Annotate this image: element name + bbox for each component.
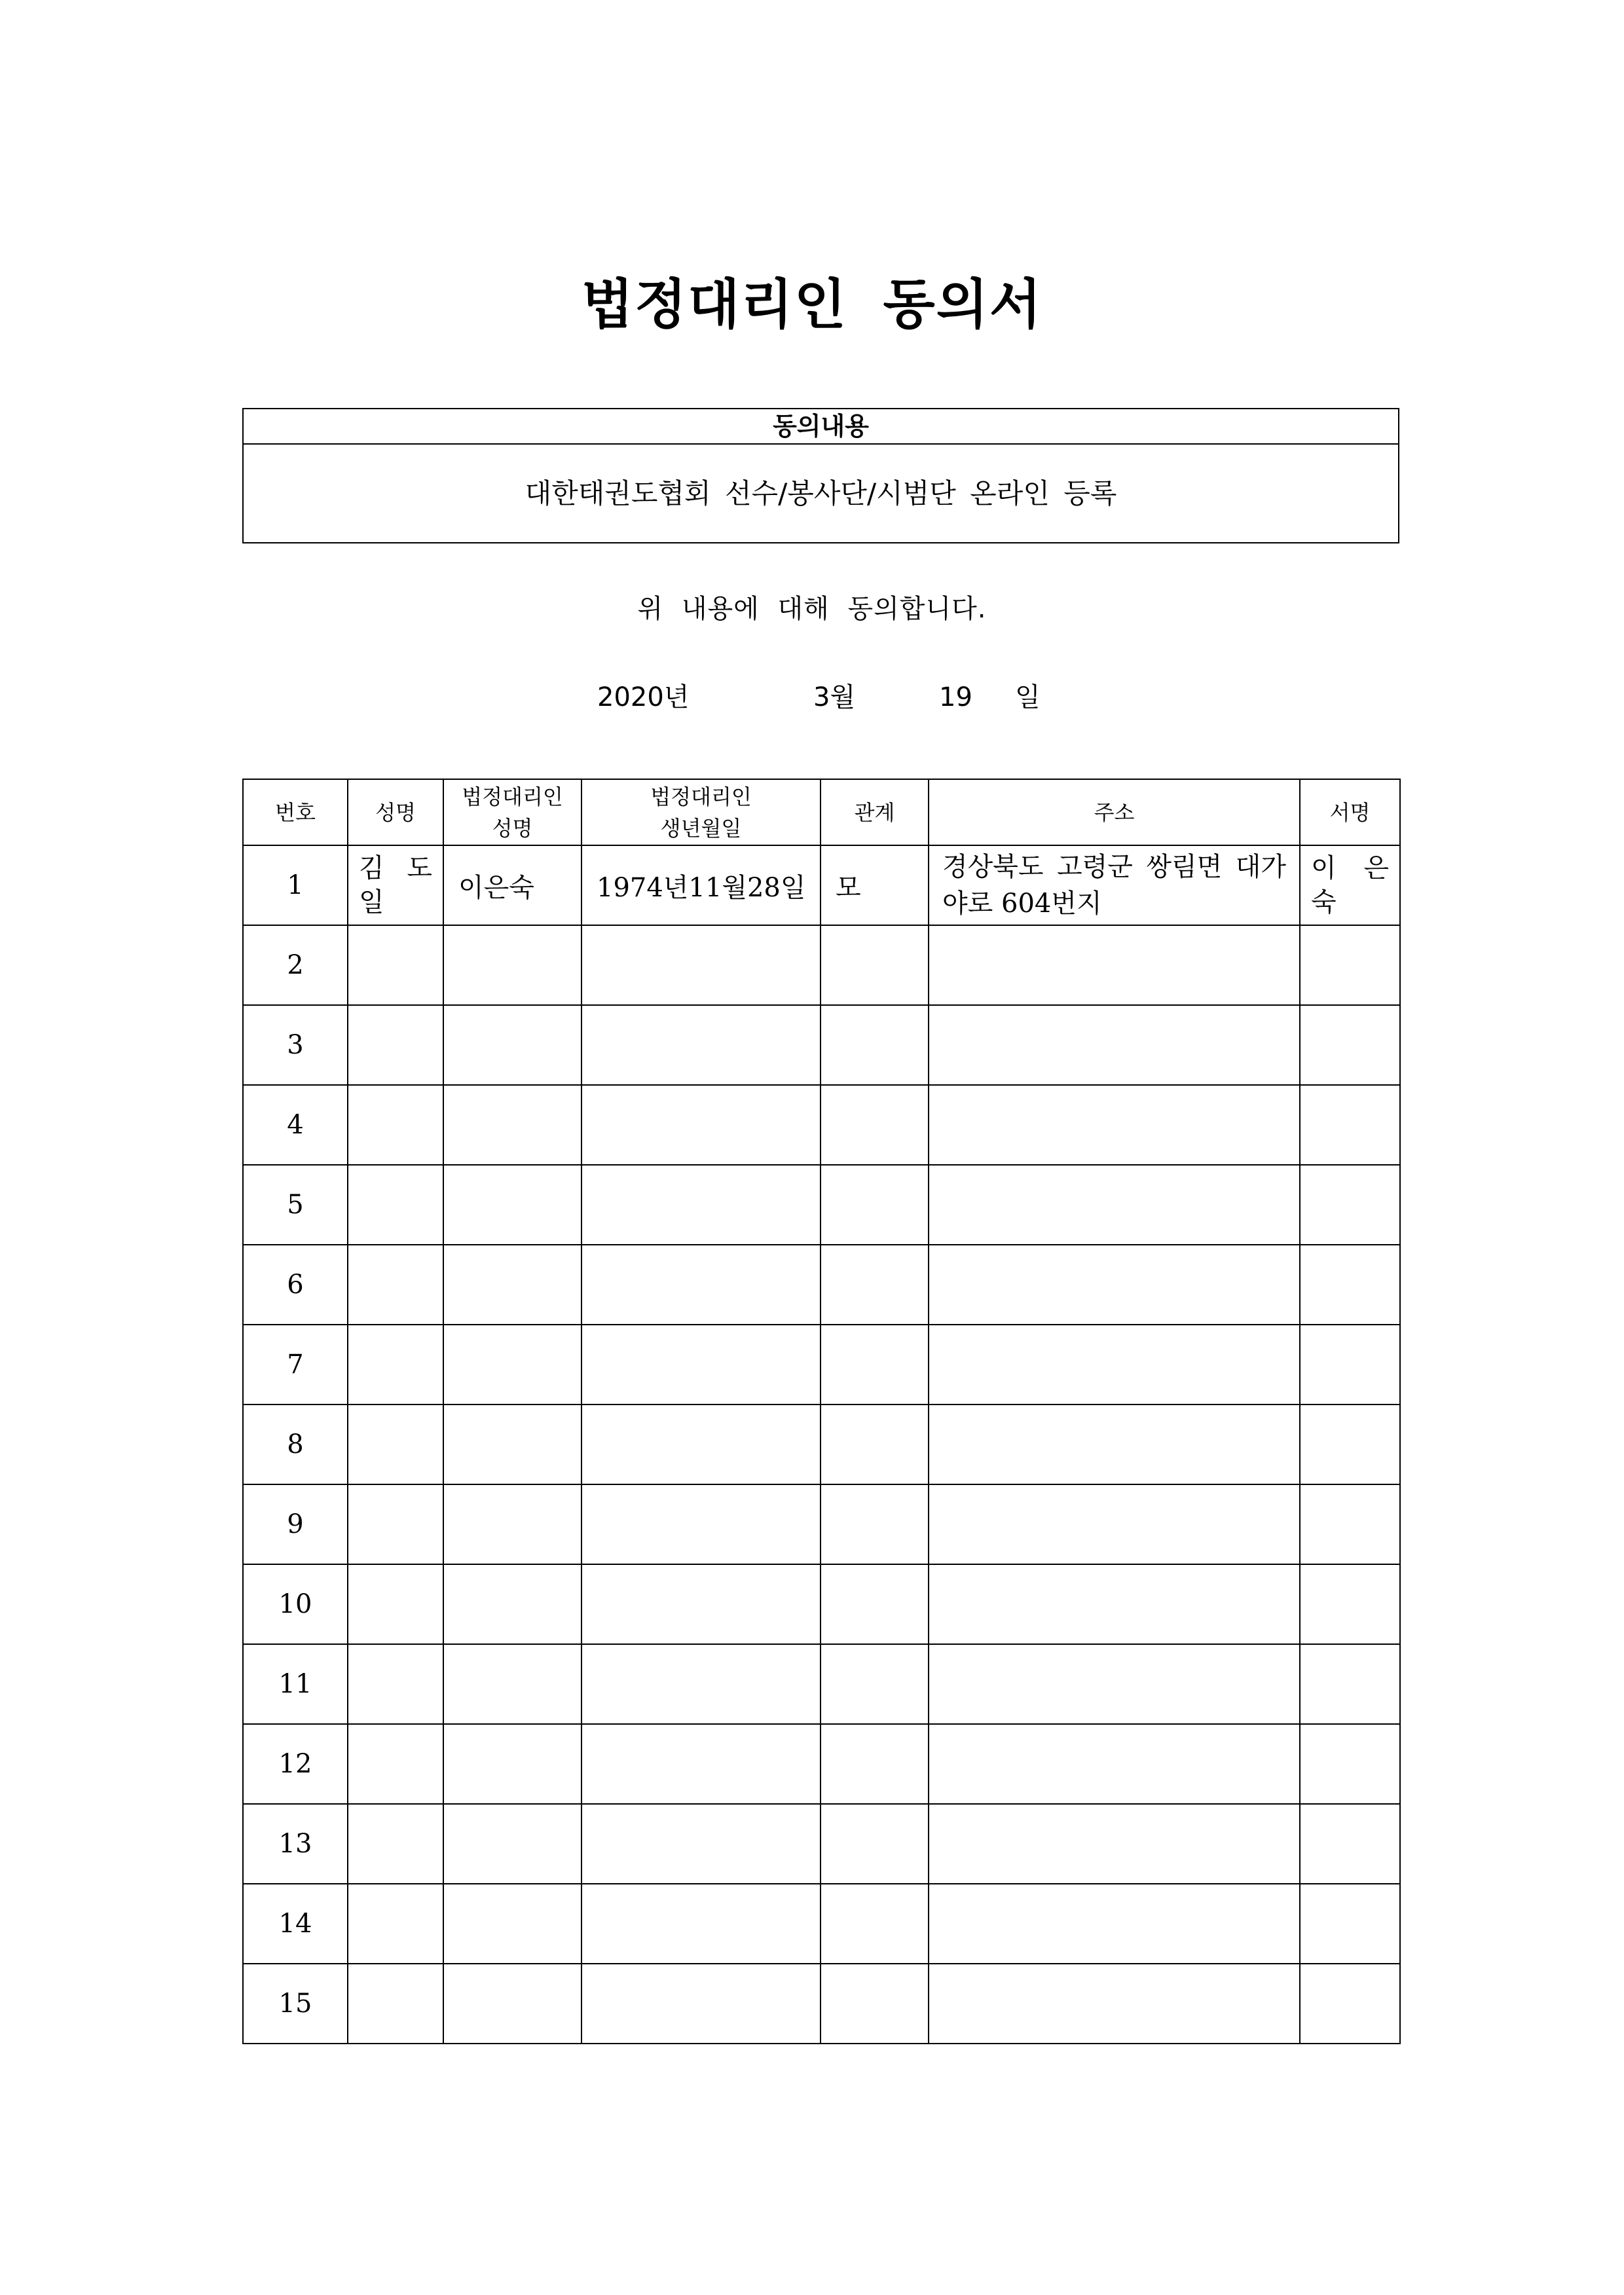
cell-guardian-birth bbox=[581, 1325, 821, 1405]
cell-guardian-birth bbox=[581, 1964, 821, 2044]
cell-name bbox=[348, 1005, 443, 1085]
cell-signature bbox=[1300, 1005, 1400, 1085]
cell-relation bbox=[821, 1165, 929, 1245]
cell-address bbox=[929, 1405, 1300, 1484]
cell-relation bbox=[821, 1644, 929, 1724]
cell-no: 5 bbox=[243, 1165, 348, 1245]
cell-guardian-birth bbox=[581, 1564, 821, 1644]
header-guardian-name-line1: 법정대리인 bbox=[462, 784, 563, 809]
cell-signature bbox=[1300, 1085, 1400, 1165]
table-row bbox=[243, 1884, 1400, 1964]
cell-name bbox=[348, 1245, 443, 1325]
table-row bbox=[243, 1484, 1400, 1564]
cell-relation bbox=[821, 1405, 929, 1484]
cell-guardian-birth: 1974년11월28일 bbox=[581, 845, 821, 925]
cell-guardian-name bbox=[443, 1884, 581, 1964]
cell-guardian-name bbox=[443, 1564, 581, 1644]
table-row bbox=[243, 1724, 1400, 1804]
header-guardian-birth bbox=[581, 779, 821, 845]
cell-name bbox=[348, 1405, 443, 1484]
cell-no: 11 bbox=[243, 1644, 348, 1724]
cell-name bbox=[348, 1644, 443, 1724]
cell-no: 12 bbox=[243, 1724, 348, 1804]
cell-no: 9 bbox=[243, 1484, 348, 1564]
cell-no: 10 bbox=[243, 1564, 348, 1644]
cell-signature bbox=[1300, 1405, 1400, 1484]
cell-no: 7 bbox=[243, 1325, 348, 1405]
cell-guardian-name bbox=[443, 1005, 581, 1085]
cell-guardian-name bbox=[443, 1804, 581, 1884]
cell-signature bbox=[1300, 1165, 1400, 1245]
cell-guardian-birth bbox=[581, 1724, 821, 1804]
cell-address bbox=[929, 1005, 1300, 1085]
cell-no: 14 bbox=[243, 1884, 348, 1964]
date-year: 2020년 bbox=[597, 682, 690, 712]
cell-guardian-name bbox=[443, 1964, 581, 2044]
header-address: 주소 bbox=[929, 779, 1300, 845]
cell-relation bbox=[821, 1884, 929, 1964]
cell-guardian-birth bbox=[581, 1005, 821, 1085]
cell-guardian-birth bbox=[581, 1405, 821, 1484]
cell-name bbox=[348, 1884, 443, 1964]
cell-address: 경상북도 고령군 쌍림면 대가야로 604번지 bbox=[929, 845, 1300, 925]
table-row bbox=[243, 845, 1400, 925]
cell-signature bbox=[1300, 925, 1400, 1005]
guardian-table bbox=[242, 779, 1401, 2044]
document-title: 법정대리인 동의서 bbox=[581, 273, 1043, 336]
cell-guardian-birth bbox=[581, 1245, 821, 1325]
cell-address bbox=[929, 1564, 1300, 1644]
cell-signature bbox=[1300, 1964, 1400, 2044]
table-row bbox=[243, 1564, 1400, 1644]
table-row bbox=[243, 925, 1400, 1005]
table-row bbox=[243, 1165, 1400, 1245]
cell-signature: 이 은 숙 bbox=[1300, 845, 1400, 925]
cell-address bbox=[929, 1245, 1300, 1325]
cell-address bbox=[929, 1085, 1300, 1165]
cell-guardian-birth bbox=[581, 925, 821, 1005]
cell-guardian-birth bbox=[581, 1484, 821, 1564]
cell-guardian-birth bbox=[581, 1804, 821, 1884]
cell-relation bbox=[821, 1724, 929, 1804]
cell-name bbox=[348, 1165, 443, 1245]
header-guardian-name-line2: 성명 bbox=[492, 815, 533, 841]
cell-guardian-name bbox=[443, 925, 581, 1005]
consent-header: 동의내용 bbox=[244, 409, 1398, 445]
cell-address bbox=[929, 1644, 1300, 1724]
cell-address bbox=[929, 1804, 1300, 1884]
cell-address bbox=[929, 925, 1300, 1005]
table-row bbox=[243, 1964, 1400, 2044]
header-no: 번호 bbox=[243, 779, 348, 845]
table-row bbox=[243, 1804, 1400, 1884]
cell-signature bbox=[1300, 1564, 1400, 1644]
consent-content: 대한태권도협회 선수/봉사단/시범단 온라인 등록 bbox=[525, 477, 1117, 509]
cell-no: 6 bbox=[243, 1245, 348, 1325]
cell-relation bbox=[821, 1325, 929, 1405]
cell-guardian-name bbox=[443, 1484, 581, 1564]
cell-name bbox=[348, 1724, 443, 1804]
table-row bbox=[243, 1005, 1400, 1085]
cell-name bbox=[348, 1564, 443, 1644]
cell-signature bbox=[1300, 1724, 1400, 1804]
date-day: 19 bbox=[939, 682, 972, 712]
table-body bbox=[243, 845, 1400, 2044]
cell-guardian-name bbox=[443, 1165, 581, 1245]
cell-guardian-name: 이은숙 bbox=[443, 845, 581, 925]
table-row bbox=[243, 1085, 1400, 1165]
cell-relation bbox=[821, 1005, 929, 1085]
cell-name bbox=[348, 1325, 443, 1405]
cell-no: 1 bbox=[243, 845, 348, 925]
cell-guardian-birth bbox=[581, 1884, 821, 1964]
cell-name bbox=[348, 1964, 443, 2044]
header-name: 성명 bbox=[348, 779, 443, 845]
cell-relation bbox=[821, 1964, 929, 2044]
cell-relation bbox=[821, 1245, 929, 1325]
table-header-row bbox=[243, 779, 1400, 845]
cell-signature bbox=[1300, 1484, 1400, 1564]
cell-signature bbox=[1300, 1245, 1400, 1325]
cell-relation bbox=[821, 925, 929, 1005]
cell-relation bbox=[821, 1804, 929, 1884]
cell-guardian-birth bbox=[581, 1085, 821, 1165]
table-row bbox=[243, 1405, 1400, 1484]
cell-guardian-name bbox=[443, 1405, 581, 1484]
cell-guardian-name bbox=[443, 1325, 581, 1405]
cell-relation: 모 bbox=[821, 845, 929, 925]
cell-relation bbox=[821, 1484, 929, 1564]
cell-signature bbox=[1300, 1325, 1400, 1405]
cell-address bbox=[929, 1724, 1300, 1804]
cell-relation bbox=[821, 1085, 929, 1165]
cell-address bbox=[929, 1964, 1300, 2044]
cell-guardian-name bbox=[443, 1644, 581, 1724]
header-signature: 서명 bbox=[1300, 779, 1400, 845]
cell-no: 13 bbox=[243, 1804, 348, 1884]
cell-guardian-name bbox=[443, 1724, 581, 1804]
cell-name: 김 도 일 bbox=[348, 845, 443, 925]
cell-name bbox=[348, 1085, 443, 1165]
cell-signature bbox=[1300, 1804, 1400, 1884]
cell-guardian-name bbox=[443, 1085, 581, 1165]
cell-name bbox=[348, 1484, 443, 1564]
table-row bbox=[243, 1644, 1400, 1724]
cell-signature bbox=[1300, 1884, 1400, 1964]
cell-no: 8 bbox=[243, 1405, 348, 1484]
cell-guardian-birth bbox=[581, 1165, 821, 1245]
cell-guardian-birth bbox=[581, 1644, 821, 1724]
header-guardian-birth-line1: 법정대리인 bbox=[650, 784, 752, 809]
cell-address bbox=[929, 1484, 1300, 1564]
table-row bbox=[243, 1325, 1400, 1405]
cell-name bbox=[348, 1804, 443, 1884]
consent-box bbox=[242, 408, 1399, 543]
cell-address bbox=[929, 1325, 1300, 1405]
cell-name bbox=[348, 925, 443, 1005]
header-guardian-name bbox=[443, 779, 581, 845]
date-day-suffix: 일 bbox=[1015, 682, 1041, 712]
cell-address bbox=[929, 1884, 1300, 1964]
cell-address bbox=[929, 1165, 1300, 1245]
date-month: 3월 bbox=[813, 682, 856, 712]
agreement-statement: 위 내용에 대해 동의합니다. bbox=[637, 594, 987, 624]
header-guardian-birth-line2: 생년월일 bbox=[660, 815, 742, 841]
cell-signature bbox=[1300, 1644, 1400, 1724]
cell-no: 3 bbox=[243, 1005, 348, 1085]
cell-no: 2 bbox=[243, 925, 348, 1005]
table-row bbox=[243, 1245, 1400, 1325]
cell-guardian-name bbox=[443, 1245, 581, 1325]
header-relation: 관계 bbox=[821, 779, 929, 845]
cell-no: 15 bbox=[243, 1964, 348, 2044]
cell-no: 4 bbox=[243, 1085, 348, 1165]
cell-relation bbox=[821, 1564, 929, 1644]
